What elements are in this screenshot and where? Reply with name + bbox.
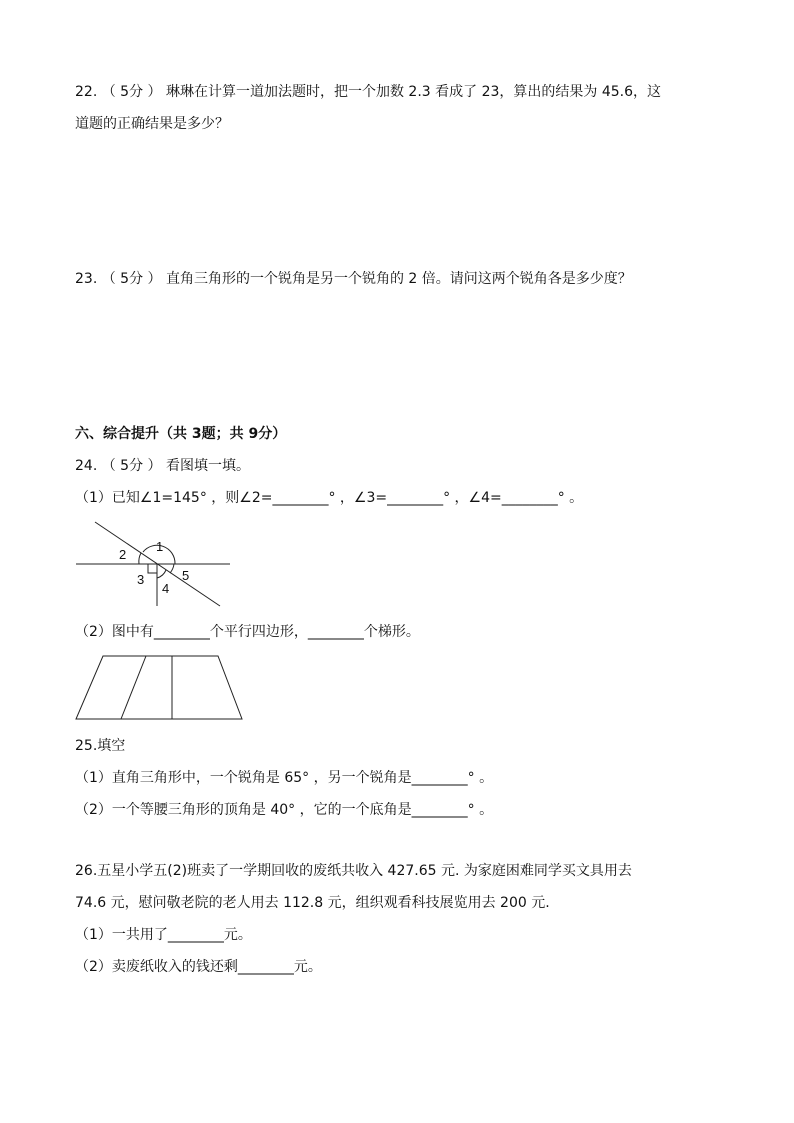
question-26-part-2: （2）卖废纸收入的钱还剩________元。 (75, 959, 322, 975)
angle-label-5: 5 (182, 568, 190, 583)
section-6-heading: 六、综合提升（共 3题；共 9分） (75, 426, 287, 442)
question-22-line-2: 道题的正确结果是多少？ (75, 116, 229, 132)
question-23: 23. （ 5分 ） 直角三角形的一个锐角是另一个锐角的 2 倍。请问这两个锐角各是多少度？ (75, 271, 632, 287)
question-25-part-1: （1）直角三角形中，一个锐角是 65° ，另一个锐角是________° 。 (75, 770, 494, 786)
angle-label-4: 4 (162, 581, 170, 596)
question-26-line-1: 26.五星小学五(2)班卖了一学期回收的废纸共收入 427.65 元. 为家庭困难同学买文具用去 (75, 863, 632, 879)
question-24-title: 24. （ 5分 ） 看图填一填。 (75, 458, 250, 474)
question-26-line-2: 74.6 元，慰问敬老院的老人用去 112.8 元，组织观看科技展览用去 200 元. (75, 895, 550, 911)
question-22-line-1: 22. （ 5分 ） 琳琳在计算一道加法题时，把一个加数 2.3 看成了 23，算出的结果为 45.6，这 (75, 84, 662, 100)
trapezoid-outline (76, 656, 242, 719)
question-25-title: 25.填空 (75, 738, 126, 754)
angle-label-2: 2 (119, 547, 127, 562)
question-24-part-1: （1）已知∠1=145° ，则∠2=________° ，∠3=________° ，∠4=________° 。 (75, 490, 584, 506)
question-26-part-1: （1）一共用了________元。 (75, 927, 252, 943)
question-25-part-2: （2）一个等腰三角形的顶角是 40° ，它的一个底角是________° 。 (75, 802, 494, 818)
question-24-part-2: （2）图中有________个平行四边形，________个梯形。 (75, 624, 420, 640)
inner-slanted-line (121, 656, 146, 719)
angle-label-1: 1 (156, 539, 164, 554)
angle-label-3: 3 (137, 572, 145, 587)
